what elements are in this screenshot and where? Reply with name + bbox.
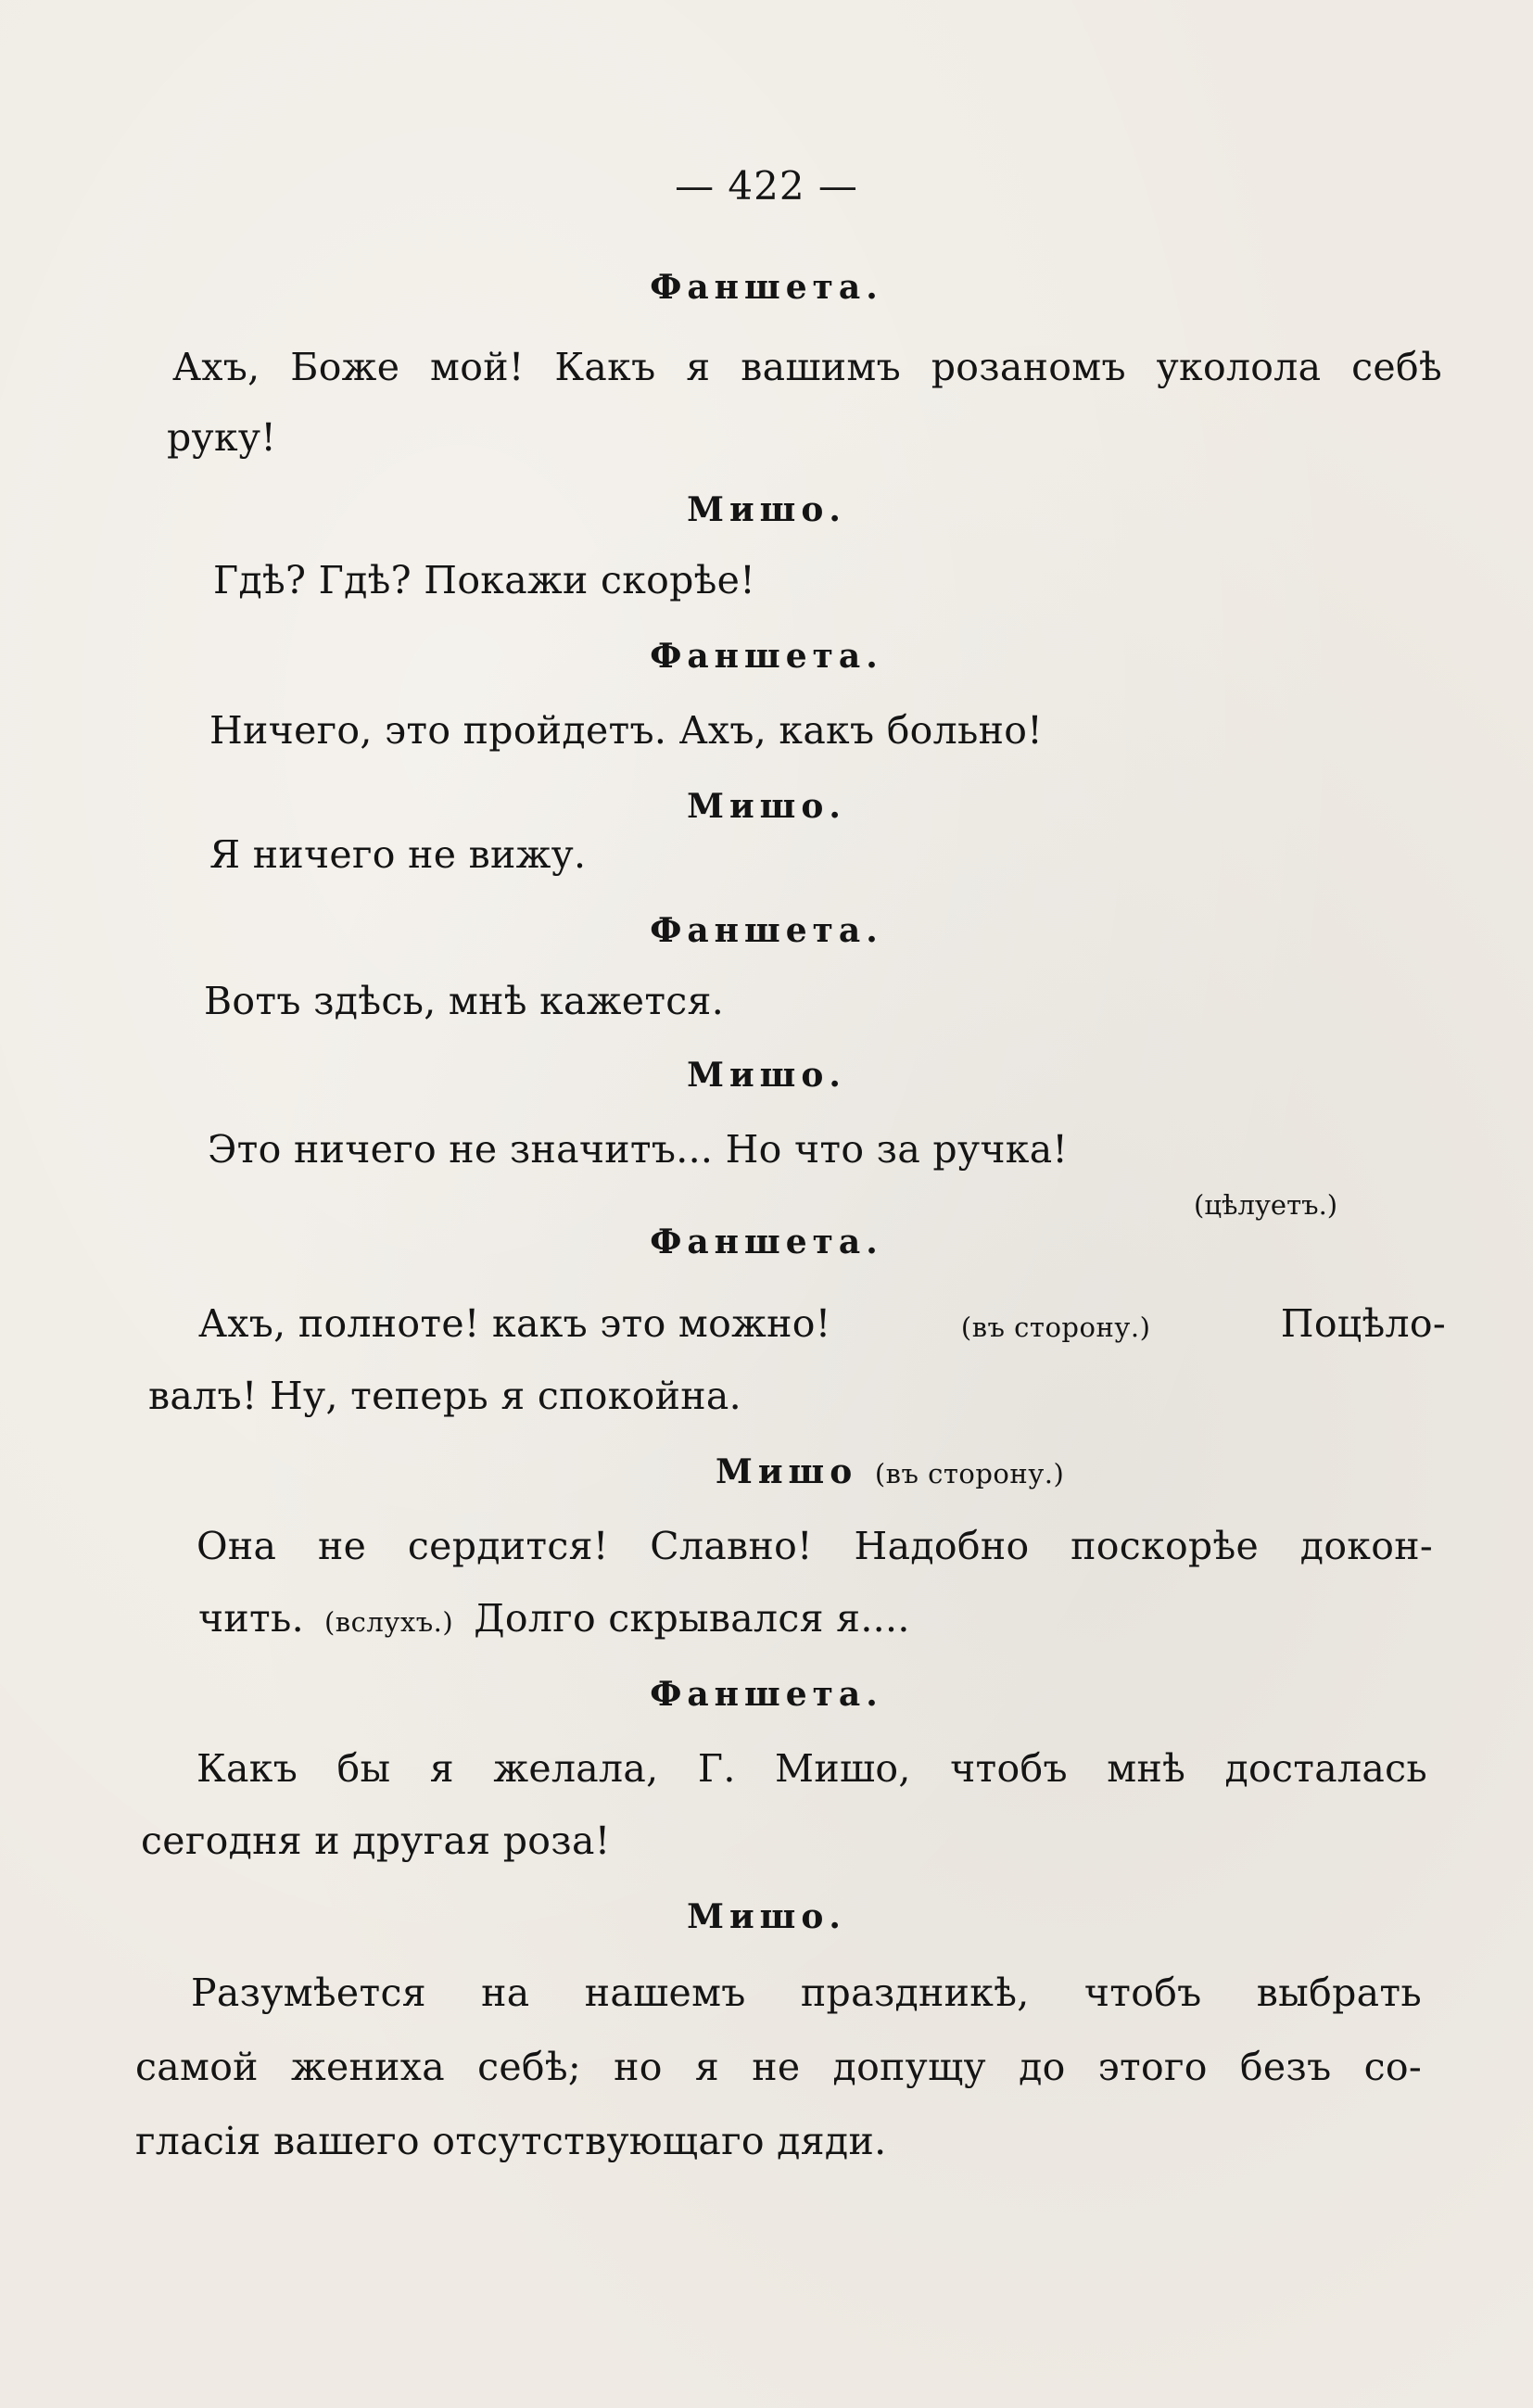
- text-line: Это ничего не значитъ... Но что за ручка!: [208, 1127, 1069, 1172]
- stage-direction: (въ сторону.): [874, 1458, 1065, 1489]
- speaker-heading: Мишо.: [687, 1056, 846, 1095]
- stage-direction: (вслухъ.): [323, 1606, 454, 1638]
- text-line: Она не сердится! Славно! Надобно поскорѣе докон-: [196, 1524, 1433, 1568]
- text-line: сегодня и другая роза!: [141, 1819, 611, 1863]
- text-line: Какъ бы я желала, Г. Мишо, чтобъ мнѣ досталась: [196, 1746, 1427, 1791]
- text-line: валъ! Ну, теперь я спокойна.: [148, 1374, 741, 1418]
- speaker-heading: Фаншета.: [650, 1223, 883, 1261]
- text-line: гласія вашего отсутствующаго дяди.: [135, 2119, 887, 2163]
- text-line: [198, 1301, 1446, 1350]
- speaker-heading: Фаншета.: [650, 268, 883, 307]
- stage-direction: (цѣлуетъ.): [1194, 1189, 1338, 1221]
- text-segment: Долго скрывался я....: [474, 1596, 910, 1641]
- text-line: Ахъ, Боже мой! Какъ я вашимъ розаномъ уколола себѣ: [172, 345, 1442, 389]
- speaker-name: Мишо: [716, 1452, 858, 1491]
- text-line: Ничего, это пройдетъ. Ахъ, какъ больно!: [209, 708, 1044, 753]
- text-line: самой жениха себѣ; но я не допущу до этого безъ со-: [135, 2045, 1422, 2089]
- speaker-heading: Фаншета.: [650, 1675, 883, 1714]
- page-number: — 422 —: [675, 163, 858, 209]
- text-line: Разумѣется на нашемъ праздникѣ, чтобъ выбрать: [191, 1971, 1422, 2015]
- text-line: Я ничего не вижу.: [209, 832, 587, 877]
- text-segment: Ахъ, полноте! какъ это можно!: [198, 1301, 831, 1346]
- text-segment: Поцѣло-: [1280, 1301, 1446, 1346]
- text-segment: чить.: [198, 1596, 304, 1641]
- speaker-heading: [716, 1451, 1064, 1494]
- text-line: руку!: [167, 415, 277, 460]
- text-line: Вотъ здѣсь, мнѣ кажется.: [204, 979, 725, 1023]
- text-line: Гдѣ? Гдѣ? Покажи скорѣе!: [213, 558, 756, 602]
- stage-direction: (въ сторону.): [960, 1312, 1151, 1343]
- speaker-heading: Фаншета.: [650, 911, 883, 950]
- speaker-heading: Мишо.: [687, 1897, 846, 1936]
- speaker-heading: Мишо.: [687, 490, 846, 529]
- speaker-heading: Фаншета.: [650, 637, 883, 676]
- speaker-heading: Мишо.: [687, 787, 846, 826]
- text-line: [198, 1596, 910, 1644]
